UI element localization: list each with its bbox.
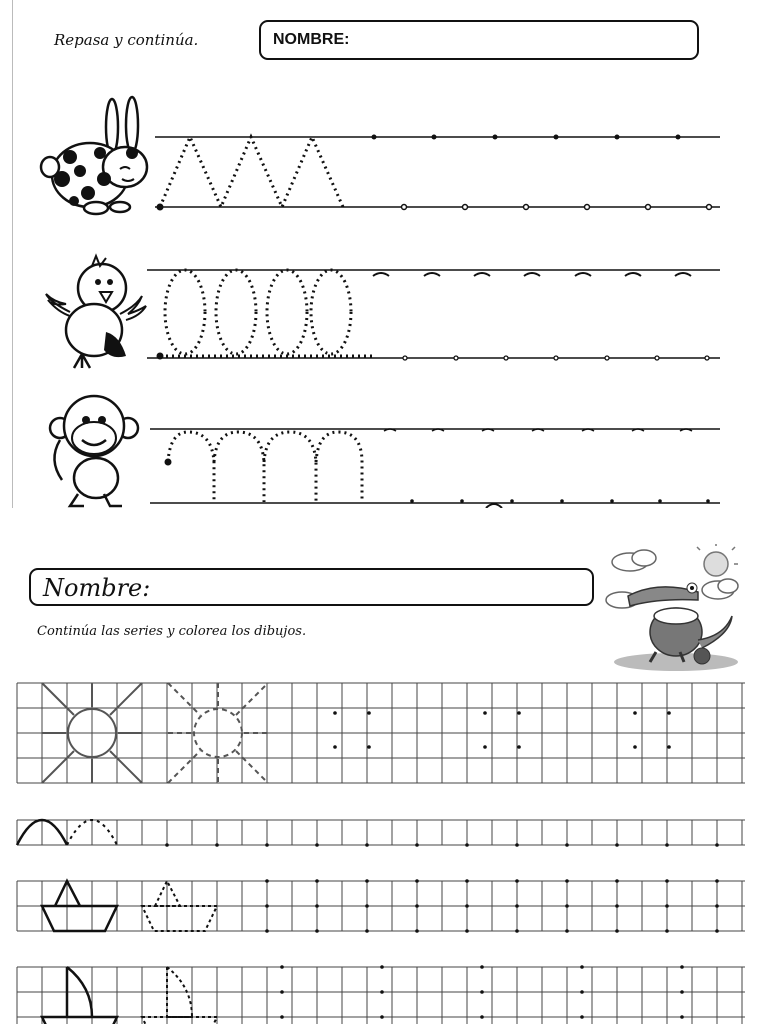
sailboat-dot: [480, 1015, 484, 1019]
grid-sailboat: [17, 967, 745, 1024]
boat-dot: [565, 879, 569, 883]
boat-dot: [565, 929, 569, 933]
boat-dot: [265, 904, 269, 908]
name-label-2: Nombre:: [43, 574, 151, 602]
wave-dot: [365, 843, 369, 847]
boat-dot: [715, 929, 719, 933]
page-gap: [0, 508, 768, 530]
sun-dot: [367, 711, 371, 715]
sun-model-ray: [42, 751, 74, 783]
wave-dot: [415, 843, 419, 847]
wave-dot: [665, 843, 669, 847]
sun-dot: [633, 745, 637, 749]
boat-dot: [265, 879, 269, 883]
wave-dot: [615, 843, 619, 847]
worksheet-series: [0, 530, 768, 1024]
sun-dot: [367, 745, 371, 749]
boat-dot: [615, 879, 619, 883]
boat-dot: [565, 904, 569, 908]
boat-dot: [465, 904, 469, 908]
wave-dot: [565, 843, 569, 847]
boat-dot: [415, 929, 419, 933]
boat-dot: [265, 929, 269, 933]
instruction-text-2: Continúa las series y colorea los dibujos.: [37, 624, 307, 639]
sailboat-dot: [380, 965, 384, 969]
sailboat-dot: [580, 965, 584, 969]
wave-dot: [465, 843, 469, 847]
sun-traced-ray: [168, 683, 200, 715]
boat-dot: [515, 929, 519, 933]
sailboat-dot: [380, 1015, 384, 1019]
wave-dot: [265, 843, 269, 847]
sailboat-dot: [280, 1015, 284, 1019]
sun-dot: [517, 711, 521, 715]
sun-model-ray: [110, 683, 142, 715]
wave-dot: [715, 843, 719, 847]
sailboat-dot: [280, 990, 284, 994]
grid-boat: [17, 881, 745, 931]
sun-dot: [517, 745, 521, 749]
boat-dot: [665, 879, 669, 883]
series-grids: [0, 530, 768, 1024]
wave-dot: [215, 843, 219, 847]
sailboat-model: [42, 967, 117, 1024]
boat-dot: [515, 904, 519, 908]
wave-dot: [315, 843, 319, 847]
sailboat-dot: [480, 990, 484, 994]
boat-dot: [315, 879, 319, 883]
boat-dot: [615, 904, 619, 908]
sun-dot: [667, 745, 671, 749]
sailboat-dot: [680, 965, 684, 969]
boat-dot: [415, 879, 419, 883]
worksheet-tracing: [0, 0, 768, 508]
sun-dot: [333, 711, 337, 715]
boat-dot: [515, 879, 519, 883]
sun-model-ray: [42, 683, 74, 715]
sun-dot: [483, 745, 487, 749]
wave-dot: [515, 843, 519, 847]
wave-dot: [165, 843, 169, 847]
boat-dot: [715, 879, 719, 883]
sailboat-dot: [580, 1015, 584, 1019]
sailboat-dot: [680, 1015, 684, 1019]
sun-dot: [667, 711, 671, 715]
grid-wave: [17, 820, 745, 845]
sun-dot: [483, 711, 487, 715]
sailboat-dot: [380, 990, 384, 994]
sailboat-dot: [580, 990, 584, 994]
sailboat-dot: [280, 965, 284, 969]
boat-model: [42, 881, 117, 931]
boat-dot: [365, 879, 369, 883]
boat-dot: [315, 929, 319, 933]
trace-row-zigzag: [0, 0, 768, 508]
sun-model-ray: [110, 751, 142, 783]
boat-dot: [415, 904, 419, 908]
boat-dot: [715, 904, 719, 908]
boat-dot: [315, 904, 319, 908]
sailboat-dot: [680, 990, 684, 994]
sun-traced-ray: [236, 751, 268, 783]
boat-dot: [615, 929, 619, 933]
boat-dot: [365, 904, 369, 908]
boat-dot: [465, 879, 469, 883]
boat-dot: [465, 929, 469, 933]
sun-dot: [633, 711, 637, 715]
boat-dot: [665, 904, 669, 908]
sun-traced-ray: [236, 683, 268, 715]
sun-dot: [333, 745, 337, 749]
boat-dot: [665, 929, 669, 933]
sun-traced-ray: [168, 751, 200, 783]
boat-dot: [365, 929, 369, 933]
instruction-text: Repasa y continúa.: [54, 31, 199, 49]
sailboat-traced: [142, 967, 217, 1024]
sailboat-dot: [480, 965, 484, 969]
name-label: NOMBRE:: [273, 31, 350, 48]
